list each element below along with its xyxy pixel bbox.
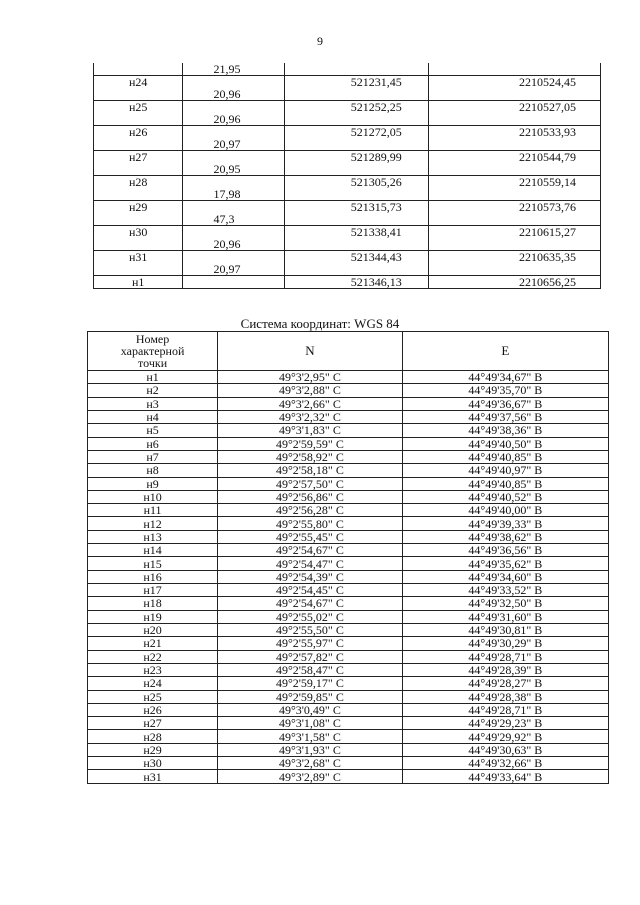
y-cell: 2210615,27 — [428, 226, 600, 239]
point-spacer-cell — [94, 88, 183, 101]
wgs84-row — [88, 703, 609, 716]
x-spacer-cell — [285, 163, 429, 176]
y-spacer-cell — [428, 138, 600, 151]
point-cell: н19 — [88, 610, 218, 623]
longitude-cell: 44°49'32,50" В — [402, 597, 608, 610]
wgs84-row — [88, 384, 609, 397]
point-cell: н1 — [94, 276, 183, 289]
latitude-cell: 49°2'58,47" С — [218, 663, 403, 676]
latitude-cell: 49°2'54,39" С — [218, 570, 403, 583]
coordinate-row — [94, 276, 601, 289]
point-cell: н21 — [88, 637, 218, 650]
point-cell: н8 — [88, 464, 218, 477]
latitude-cell: 49°3'2,88" С — [218, 384, 403, 397]
point-cell: н29 — [88, 743, 218, 756]
longitude-cell: 44°49'33,64" В — [402, 770, 608, 783]
coordinate-row — [94, 251, 601, 264]
y-spacer-cell — [428, 263, 600, 276]
latitude-cell: 49°3'0,49" С — [218, 703, 403, 716]
latitude-cell: 49°2'55,80" С — [218, 517, 403, 530]
longitude-cell: 44°49'40,50" В — [402, 437, 608, 450]
point-cell: н31 — [94, 251, 183, 264]
coordinate-row — [94, 126, 601, 139]
longitude-cell: 44°49'35,62" В — [402, 557, 608, 570]
longitude-cell: 44°49'40,85" В — [402, 450, 608, 463]
wgs84-row — [88, 544, 609, 557]
longitude-cell: 44°49'38,36" В — [402, 424, 608, 437]
latitude-cell: 49°2'54,67" С — [218, 597, 403, 610]
latitude-cell: 49°2'57,82" С — [218, 650, 403, 663]
wgs84-row — [88, 637, 609, 650]
x-cell: 521272,05 — [285, 126, 429, 139]
longitude-cell: 44°49'40,52" В — [402, 490, 608, 503]
point-cell: н24 — [94, 76, 183, 89]
longitude-cell: 44°49'30,63" В — [402, 743, 608, 756]
point-cell: н1 — [88, 371, 218, 384]
point-spacer-cell — [94, 113, 183, 126]
point-cell: н23 — [88, 663, 218, 676]
wgs84-row — [88, 517, 609, 530]
y-spacer-cell — [428, 63, 600, 76]
point-cell: н20 — [88, 623, 218, 636]
x-spacer-cell — [285, 188, 429, 201]
longitude-cell: 44°49'28,38" В — [402, 690, 608, 703]
latitude-cell: 49°3'1,83" С — [218, 424, 403, 437]
latitude-cell: 49°2'56,86" С — [218, 490, 403, 503]
point-spacer-cell — [94, 163, 183, 176]
x-cell: 521305,26 — [285, 176, 429, 189]
latitude-cell: 49°3'1,93" С — [218, 743, 403, 756]
header-point-number — [88, 332, 218, 371]
distance-cell: 20,97 — [183, 263, 285, 276]
distance-cell: 21,95 — [183, 63, 285, 76]
point-cell: н28 — [88, 730, 218, 743]
point-cell: н12 — [88, 517, 218, 530]
point-cell: н17 — [88, 584, 218, 597]
distance-row — [94, 213, 601, 226]
point-spacer-cell — [94, 188, 183, 201]
longitude-cell: 44°49'39,33" В — [402, 517, 608, 530]
longitude-cell: 44°49'36,56" В — [402, 544, 608, 557]
x-spacer-cell — [285, 263, 429, 276]
wgs84-row — [88, 690, 609, 703]
y-spacer-cell — [428, 188, 600, 201]
longitude-cell: 44°49'28,27" В — [402, 677, 608, 690]
longitude-cell: 44°49'30,29" В — [402, 637, 608, 650]
x-spacer-cell — [285, 63, 429, 76]
x-cell: 521344,43 — [285, 251, 429, 264]
point-cell: н25 — [88, 690, 218, 703]
x-cell: 521289,99 — [285, 151, 429, 164]
distance-row — [94, 263, 601, 276]
distance-spacer-cell — [183, 276, 285, 289]
point-cell: н18 — [88, 597, 218, 610]
longitude-cell: 44°49'40,97" В — [402, 464, 608, 477]
point-cell: н4 — [88, 410, 218, 423]
x-spacer-cell — [285, 88, 429, 101]
wgs84-row — [88, 464, 609, 477]
wgs84-row — [88, 477, 609, 490]
point-cell: н10 — [88, 490, 218, 503]
longitude-cell: 44°49'34,67" В — [402, 371, 608, 384]
wgs84-row — [88, 410, 609, 423]
wgs84-row — [88, 530, 609, 543]
longitude-cell: 44°49'32,66" В — [402, 757, 608, 770]
latitude-cell: 49°2'55,02" С — [218, 610, 403, 623]
distance-cell: 20,96 — [183, 113, 285, 126]
latitude-cell: 49°2'54,45" С — [218, 584, 403, 597]
point-cell: н25 — [94, 101, 183, 114]
latitude-cell: 49°2'56,28" С — [218, 504, 403, 517]
point-cell: н13 — [88, 530, 218, 543]
x-spacer-cell — [285, 238, 429, 251]
point-cell: н5 — [88, 424, 218, 437]
distance-cell: 20,97 — [183, 138, 285, 151]
longitude-cell: 44°49'30,81" В — [402, 623, 608, 636]
longitude-cell: 44°49'28,39" В — [402, 663, 608, 676]
wgs84-row — [88, 397, 609, 410]
header-point-line: характерной — [120, 344, 185, 358]
x-cell: 521252,25 — [285, 101, 429, 114]
latitude-cell: 49°2'55,97" С — [218, 637, 403, 650]
point-cell: н27 — [94, 151, 183, 164]
point-cell: н24 — [88, 677, 218, 690]
x-cell: 521338,41 — [285, 226, 429, 239]
distance-cell: 20,96 — [183, 88, 285, 101]
coordinate-row — [94, 101, 601, 114]
longitude-cell: 44°49'29,23" В — [402, 717, 608, 730]
longitude-cell: 44°49'35,70" В — [402, 384, 608, 397]
y-spacer-cell — [428, 113, 600, 126]
y-cell: 2210533,93 — [428, 126, 600, 139]
longitude-cell: 44°49'28,71" В — [402, 650, 608, 663]
wgs84-row — [88, 584, 609, 597]
y-cell: 2210559,14 — [428, 176, 600, 189]
longitude-cell: 44°49'33,52" В — [402, 584, 608, 597]
wgs84-row — [88, 663, 609, 676]
distance-row — [94, 88, 601, 101]
point-cell: н30 — [94, 226, 183, 239]
coordinate-row — [94, 201, 601, 214]
latitude-cell: 49°3'1,58" С — [218, 730, 403, 743]
point-cell: н11 — [88, 504, 218, 517]
point-cell: н30 — [88, 757, 218, 770]
latitude-cell: 49°3'2,89" С — [218, 770, 403, 783]
wgs84-row — [88, 504, 609, 517]
distance-row — [94, 138, 601, 151]
point-cell: н2 — [88, 384, 218, 397]
latitude-cell: 49°2'55,50" С — [218, 623, 403, 636]
longitude-cell: 44°49'40,00" В — [402, 504, 608, 517]
point-spacer-cell — [94, 263, 183, 276]
wgs84-row — [88, 557, 609, 570]
distance-row — [94, 163, 601, 176]
longitude-cell: 44°49'40,85" В — [402, 477, 608, 490]
distance-row — [94, 188, 601, 201]
point-cell: н16 — [88, 570, 218, 583]
longitude-cell: 44°49'36,67" В — [402, 397, 608, 410]
y-cell: 2210573,76 — [428, 201, 600, 214]
point-spacer-cell — [94, 213, 183, 226]
coordinate-row — [94, 151, 601, 164]
distance-cell: 20,96 — [183, 238, 285, 251]
wgs84-row — [88, 610, 609, 623]
wgs84-header-row — [88, 332, 609, 371]
x-cell: 521315,73 — [285, 201, 429, 214]
distance-cell: 17,98 — [183, 188, 285, 201]
longitude-cell: 44°49'38,62" В — [402, 530, 608, 543]
coordinate-row — [94, 226, 601, 239]
wgs84-row — [88, 424, 609, 437]
latitude-cell: 49°2'59,85" С — [218, 690, 403, 703]
point-spacer-cell — [94, 238, 183, 251]
latitude-cell: 49°2'55,45" С — [218, 530, 403, 543]
latitude-cell: 49°2'54,67" С — [218, 544, 403, 557]
page-number: 9 — [317, 34, 323, 48]
point-spacer-cell — [94, 63, 183, 76]
point-cell: н6 — [88, 437, 218, 450]
latitude-cell: 49°3'2,32" С — [218, 410, 403, 423]
point-cell: н15 — [88, 557, 218, 570]
wgs84-row — [88, 757, 609, 770]
y-cell: 2210635,35 — [428, 251, 600, 264]
latitude-cell: 49°3'1,08" С — [218, 717, 403, 730]
longitude-cell: 44°49'28,71" В — [402, 703, 608, 716]
point-cell: н22 — [88, 650, 218, 663]
wgs84-row — [88, 730, 609, 743]
header-point-line: Номер — [135, 332, 170, 346]
wgs84-row — [88, 623, 609, 636]
wgs84-row — [88, 371, 609, 384]
coordinate-row — [94, 76, 601, 89]
point-cell: н28 — [94, 176, 183, 189]
wgs84-table — [87, 331, 609, 784]
latitude-cell: 49°3'2,66" С — [218, 397, 403, 410]
distance-cell: 20,95 — [183, 163, 285, 176]
latitude-cell: 49°2'54,47" С — [218, 557, 403, 570]
point-cell: н7 — [88, 450, 218, 463]
longitude-cell: 44°49'34,60" В — [402, 570, 608, 583]
wgs84-row — [88, 490, 609, 503]
header-point-line: точки — [138, 356, 168, 370]
longitude-cell: 44°49'31,60" В — [402, 610, 608, 623]
coordinate-row — [94, 176, 601, 189]
x-spacer-cell — [285, 113, 429, 126]
point-cell: н3 — [88, 397, 218, 410]
latitude-cell: 49°2'57,50" С — [218, 477, 403, 490]
y-spacer-cell — [428, 213, 600, 226]
header-latitude: N — [218, 332, 403, 371]
wgs84-row — [88, 650, 609, 663]
point-cell: н27 — [88, 717, 218, 730]
x-spacer-cell — [285, 213, 429, 226]
y-spacer-cell — [428, 163, 600, 176]
coordinate-system-title: Система координат: WGS 84 — [240, 316, 400, 331]
point-cell: н31 — [88, 770, 218, 783]
distance-row — [94, 113, 601, 126]
wgs84-row — [88, 597, 609, 610]
longitude-cell: 44°49'29,92" В — [402, 730, 608, 743]
y-spacer-cell — [428, 88, 600, 101]
coordinates-table — [93, 63, 601, 289]
latitude-cell: 49°3'2,95" С — [218, 371, 403, 384]
distance-cell: 47,3 — [183, 213, 285, 226]
y-cell: 2210656,25 — [428, 276, 600, 289]
wgs84-row — [88, 570, 609, 583]
wgs84-row — [88, 677, 609, 690]
wgs84-row — [88, 717, 609, 730]
latitude-cell: 49°2'59,17" С — [218, 677, 403, 690]
point-cell: н14 — [88, 544, 218, 557]
wgs84-row — [88, 770, 609, 783]
x-cell: 521346,13 — [285, 276, 429, 289]
y-spacer-cell — [428, 238, 600, 251]
point-cell: н26 — [94, 126, 183, 139]
point-cell: н26 — [88, 703, 218, 716]
point-cell: н29 — [94, 201, 183, 214]
header-longitude: E — [402, 332, 608, 371]
x-spacer-cell — [285, 138, 429, 151]
wgs84-row — [88, 437, 609, 450]
point-spacer-cell — [94, 138, 183, 151]
wgs84-row — [88, 450, 609, 463]
x-cell: 521231,45 — [285, 76, 429, 89]
longitude-cell: 44°49'37,56" В — [402, 410, 608, 423]
wgs84-row — [88, 743, 609, 756]
latitude-cell: 49°3'2,68" С — [218, 757, 403, 770]
latitude-cell: 49°2'58,92" С — [218, 450, 403, 463]
latitude-cell: 49°2'58,18" С — [218, 464, 403, 477]
distance-row — [94, 238, 601, 251]
y-cell: 2210524,45 — [428, 76, 600, 89]
y-cell: 2210527,05 — [428, 101, 600, 114]
y-cell: 2210544,79 — [428, 151, 600, 164]
latitude-cell: 49°2'59,59" С — [218, 437, 403, 450]
distance-row — [94, 63, 601, 76]
point-cell: н9 — [88, 477, 218, 490]
